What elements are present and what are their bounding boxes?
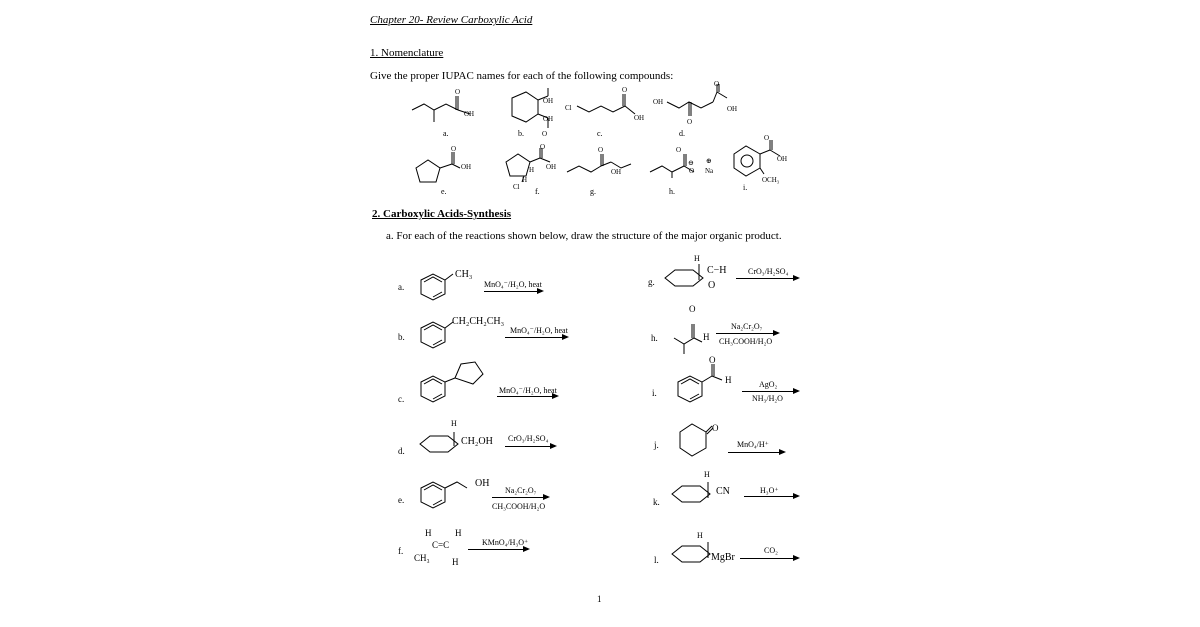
atom-o: O [689,304,696,314]
compound-label-c: c. [597,129,603,138]
atom-cl: Cl [513,183,520,191]
atom-o: O [676,146,682,154]
cyclopentylbenzene-structure [415,356,490,411]
aldehyde-ch: C−H [707,265,727,276]
atom-oh: OH [461,163,472,171]
reagent-e: Na₂Cr₂O₇ [505,486,537,495]
toluene-structure [415,270,455,310]
cyclohexanecarbaldehyde-structure [663,262,716,292]
compound-g-structure [565,152,635,182]
atom-o: O [709,355,716,365]
substituent-mgbr: MgBr [711,552,735,563]
substituent-oh: OH [475,478,490,489]
reagent-j: MnO₄/H⁺ [737,440,769,449]
compound-label-e: e. [441,187,447,196]
section1-instruction: Give the proper IUPAC names for each of the following compounds: [370,70,674,82]
reaction-label-j: j. [654,440,659,450]
reaction-label-b: b. [398,332,405,342]
substituent-propyl: CH₂CH₂CH₃ [452,316,505,327]
atom-o: O [764,134,770,142]
positive-charge: ⊕ [706,157,712,165]
reaction-label-i: i. [652,388,657,398]
cyclohexanecarbonitrile-structure [670,478,720,508]
substituent-ch3: CH₃ [414,553,430,563]
reaction-label-h: h. [651,333,658,343]
reagent-l: CO₂ [764,546,778,555]
reaction-label-e: e. [398,495,405,505]
atom-o: O [542,130,548,138]
reaction-arrow-k [744,496,798,497]
substituent-ch3: CH₃ [455,269,473,280]
reaction-label-k: k. [653,497,660,507]
reagent-i-2: NH₃/H₂O [752,394,783,403]
substituent-cn: CN [716,486,730,497]
section2-instruction: a. For each of the reactions shown below, draw the structure of the major organic product. [386,230,782,242]
substituent-ch2oh: CH₂OH [461,436,493,447]
atom-cl: Cl [565,104,572,112]
reaction-arrow-g [736,278,798,279]
reaction-arrow-e [492,497,548,498]
atom-oh: OH [777,155,788,163]
reagent-c: MnO₄⁻/H₂O, heat [499,386,557,395]
compound-label-a: a. [443,129,449,138]
atom-oh: OH [543,97,554,105]
compound-label-b: b. [518,129,524,138]
atom-o: O [598,146,604,154]
compound-a-structure [410,88,480,128]
alkene-ceq: C=C [432,540,450,550]
atom-h: H [522,176,528,184]
propylbenzene-structure [415,318,455,358]
compound-label-g: g. [590,187,596,196]
reaction-arrow-i [742,391,798,392]
reagent-b: MnO₄⁻/H₂O, heat [510,326,568,335]
atom-oh: OH [653,98,664,106]
atom-h: H [703,332,710,342]
reagent-d: CrO₃/H₂SO₄ [508,434,549,443]
reaction-arrow-l [740,558,798,559]
atom-och3: OCH₃ [762,176,780,184]
atom-o: O [708,280,716,291]
atom-h: H [425,528,432,538]
reagent-g: CrO₃/H₂SO₄ [748,267,789,276]
reaction-arrow-b [505,337,567,338]
reagent-i: AgO₂ [759,380,778,389]
atom-o: O [451,145,457,153]
reaction-arrow-f [468,549,528,550]
chapter-title: Chapter 20- Review Carboxylic Acid [370,14,533,26]
compound-label-h: h. [669,187,675,196]
atom-h: H [451,419,457,428]
negative-charge: ⊖ [688,159,694,167]
atom-h: H [725,375,732,385]
atom-oh: OH [464,110,475,118]
section1-heading: 1. Nomenclature [370,47,444,59]
atom-oh: OH [611,168,622,176]
atom-o: O [712,423,719,433]
atom-o: O [687,118,693,126]
compound-f-structure [500,148,570,190]
compound-label-i: i. [743,183,748,192]
reagent-h-2: CH₃COOH/H₂O [719,337,773,346]
atom-h: H [704,470,710,479]
atom-na: Na [705,167,714,175]
reaction-label-d: d. [398,446,405,456]
reaction-arrow-c [497,396,557,397]
reaction-label-g: g. [648,277,655,287]
compound-label-d: d. [679,129,685,138]
compound-b-structure [502,88,562,133]
compound-label-f: f. [535,187,540,196]
atom-o: O [689,167,695,175]
reagent-h: Na₂Cr₂O₇ [731,322,763,331]
reaction-label-c: c. [398,394,405,404]
reaction-arrow-d [505,446,555,447]
reagent-f: KMnO₄/H₃O⁺ [482,538,529,547]
atom-o: O [714,80,720,88]
reagent-a: MnO₄⁻/H₂O, heat [484,280,542,289]
atom-o: O [455,88,461,96]
reaction-arrow-j [728,452,784,453]
atom-oh: OH [546,163,557,171]
page-number: 1 [597,594,602,604]
atom-h: H [452,557,459,567]
atom-oh: OH [727,105,738,113]
atom-o: O [622,86,628,94]
atom-oh: OH [543,115,554,123]
atom-o: O [540,143,546,151]
atom-h: H [694,254,700,263]
atom-h: H [529,166,535,174]
reagent-k: H₃O⁺ [760,486,779,495]
phenylacetaldehyde-structure [672,360,732,410]
reaction-label-l: l. [654,555,659,565]
atom-h: H [697,531,703,540]
reaction-arrow-a [484,291,542,292]
reagent-e-2: CH₃COOH/H₂O [492,502,546,511]
atom-oh: OH [634,114,645,122]
reaction-arrow-h [716,333,778,334]
section2-heading: 2. Carboxylic Acids-Synthesis [372,208,512,220]
atom-h: H [455,528,462,538]
reaction-label-f: f. [398,546,404,556]
reaction-label-a: a. [398,282,405,292]
